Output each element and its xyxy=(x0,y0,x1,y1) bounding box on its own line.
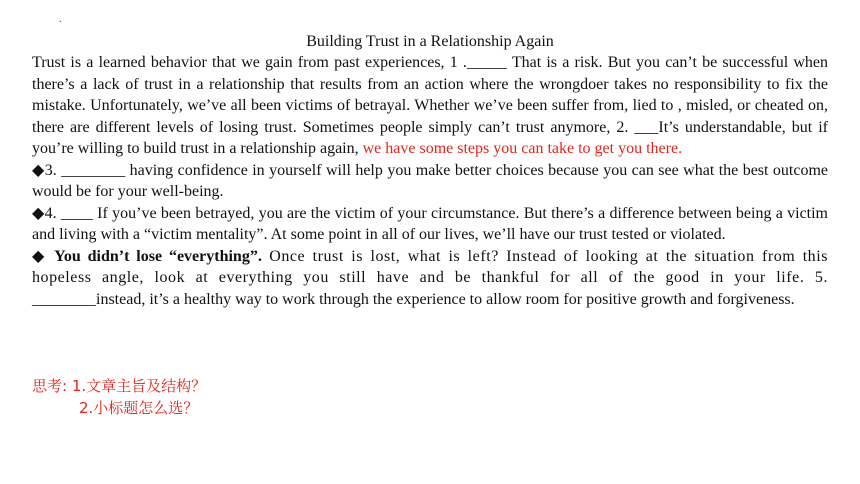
paragraph-intro xyxy=(32,52,828,160)
paragraph-everything-tail: ________instead, it’s a healthy way to work through the experience to allow room for positive growth and forgiveness. xyxy=(32,290,795,308)
paragraph-everything-body: Once trust is lost, what is left? Instead of looking at the situation from this hopeless angle, look at everything you still have and be thankful for all of the good in your life. 5. xyxy=(32,247,829,286)
page-title: Building Trust in a Relationship Again xyxy=(306,33,554,50)
subheading-everything: You didn’t lose “everything”. xyxy=(54,247,262,265)
paragraph-blank-4: ◆4. ____ If you’ve been betrayed, you are the victim of your circumstance. But there’s a difference between being a victim and living with a “victim mentality”. At some point in all of our lives, we’ll have our trust tested or violated. xyxy=(32,204,828,243)
paragraph-blank-3: ◆3. ________ having confidence in yourself will help you make better choices because you can see what the best outcome would be for your well-being. xyxy=(32,161,828,200)
intro-text: Trust is a learned behavior that we gain from past experiences, 1 ._____ That is a risk. But you can’t be successful when there’s a lack of trust in a relationship that results from an action where the wrongdoer takes no responsibility to fix the mistake. Unfortunately, we’ve all been victims of betrayal. Whether we’ve been suffer from, lied to , misled, or cheated on, there are different levels of losing trust. Sometimes people simply can’t trust anymore, 2. ___It’s understandable, but if you’re willing to build trust in a relationship again, xyxy=(32,54,828,157)
diamond-bullet: ◆ xyxy=(32,247,55,265)
paragraph-everything xyxy=(32,246,828,311)
marker-dot: . xyxy=(59,14,62,25)
question-main-idea: 思考: 1.文章主旨及结构？ xyxy=(32,377,207,395)
intro-highlight: we have some steps you can take to get you there. xyxy=(362,140,683,157)
article-body xyxy=(32,52,828,310)
question-subtitle: 2.小标题怎么选？ xyxy=(79,399,199,417)
